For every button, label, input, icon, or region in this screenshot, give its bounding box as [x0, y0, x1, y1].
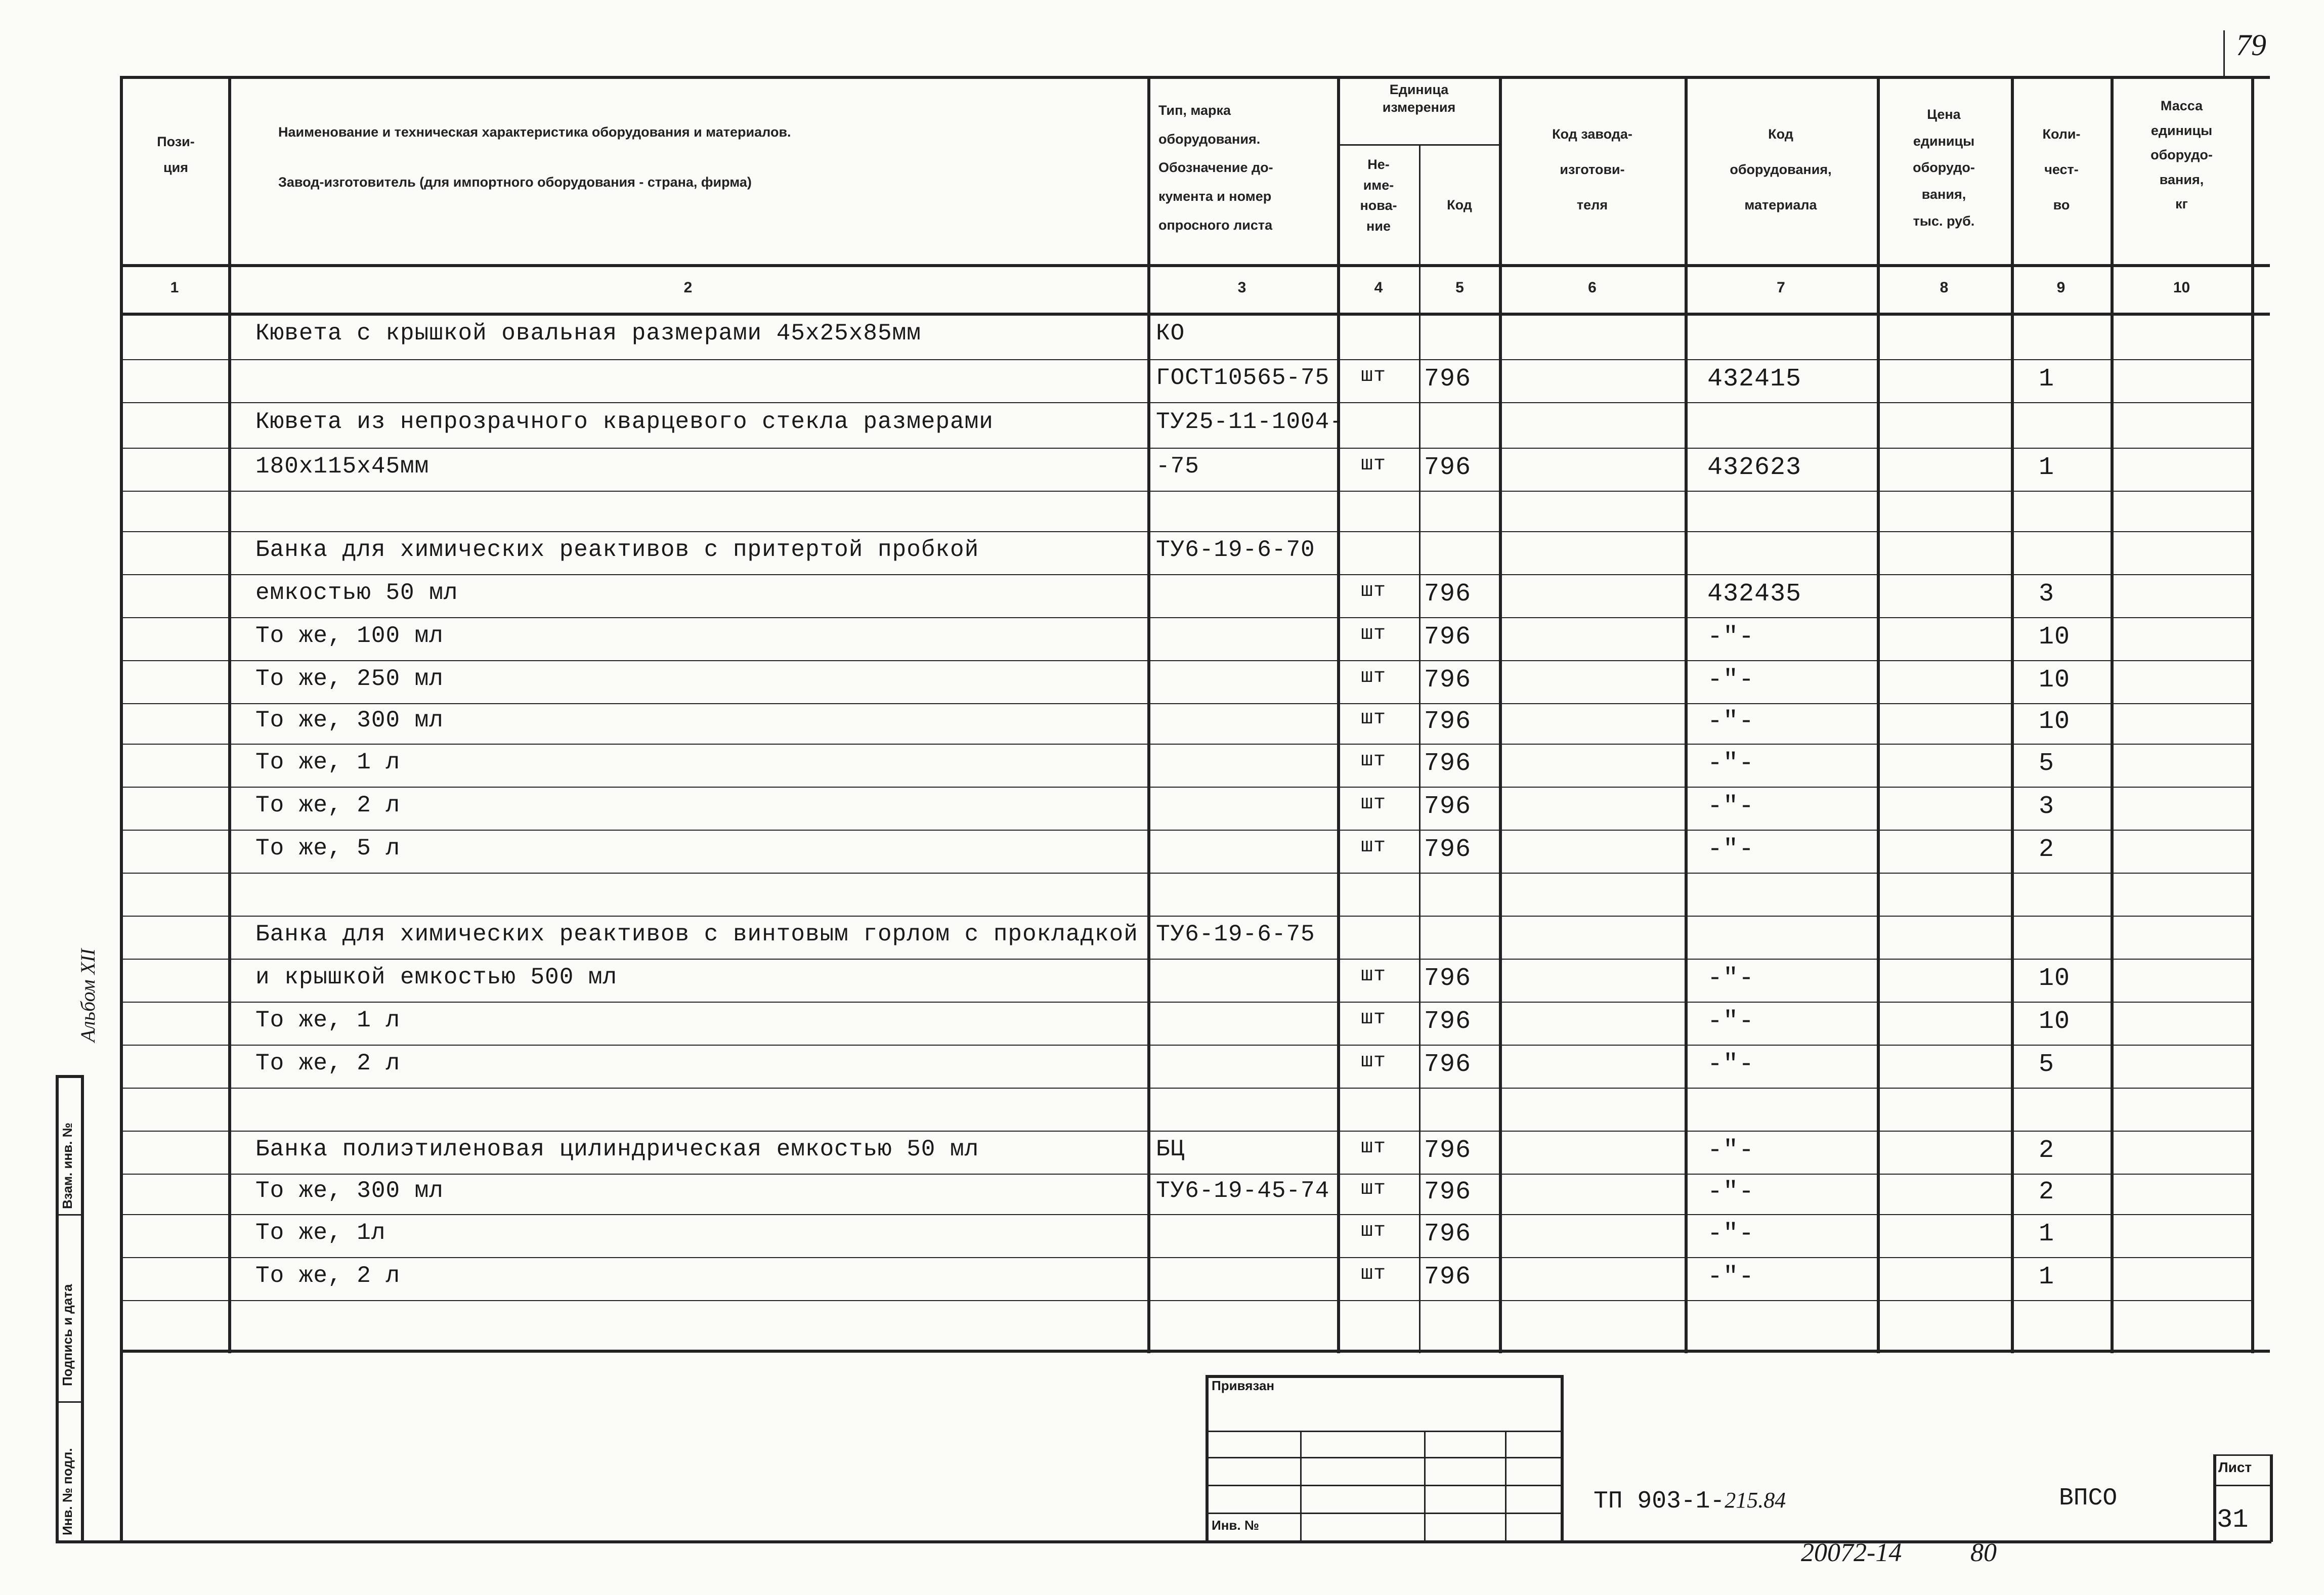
row-material-code: -"-	[1707, 622, 1755, 652]
row-name: То же, 1 л	[255, 1007, 401, 1033]
row-name: Банка полиэтиленовая цилиндрическая емкостью 50 мл	[255, 1136, 979, 1162]
row-quantity: 10	[2039, 964, 2071, 993]
stamp-privyazan: Привязан	[1212, 1378, 1275, 1393]
document-code	[1594, 1487, 1786, 1515]
row-quantity: 2	[2039, 1178, 2055, 1206]
row-unit-code: 796	[1424, 1050, 1472, 1079]
row-divider-pos	[120, 574, 228, 575]
row-quantity: 1	[2039, 1262, 2055, 1291]
sidebar-outer-border	[56, 1075, 59, 1540]
sidebar-divider-2	[56, 1401, 82, 1403]
row-document: КО	[1156, 320, 1185, 347]
sidebar-inner-border	[81, 1075, 84, 1540]
row-document: ТУ6-19-6-75	[1156, 921, 1315, 947]
row-unit-name: шт	[1361, 792, 1387, 815]
row-divider	[228, 448, 2251, 449]
row-unit-name: шт	[1361, 579, 1387, 602]
row-quantity: 5	[2039, 749, 2055, 778]
column-number-2: 2	[683, 279, 693, 296]
row-document: ТУ25-11-1004-	[1156, 409, 1344, 435]
row-unit-code: 796	[1424, 364, 1472, 394]
row-unit-name: шт	[1361, 1136, 1387, 1159]
row-divider	[228, 1300, 2251, 1301]
row-divider	[228, 660, 2251, 661]
row-name: емкостью 50 мл	[255, 579, 458, 606]
row-name: Кювета из непрозрачного кварцевого стекла размерами	[255, 409, 994, 435]
row-quantity: 1	[2039, 1219, 2055, 1248]
row-name: То же, 2 л	[255, 792, 401, 818]
row-name: То же, 300 мл	[255, 1178, 444, 1204]
section-code: ВПСО	[2059, 1485, 2118, 1512]
row-divider	[228, 830, 2251, 831]
row-unit-name: шт	[1361, 1050, 1387, 1073]
sidebar-podpis: Подпись и дата	[60, 1284, 75, 1386]
row-unit-name: шт	[1361, 1262, 1387, 1285]
column-numbers-bottom-line	[120, 313, 2270, 316]
header-position: Пози- ция	[157, 134, 195, 176]
header-bottom-line	[120, 264, 2270, 267]
column-number-10: 10	[2173, 279, 2190, 296]
row-unit-name: шт	[1361, 749, 1387, 772]
row-material-code: -"-	[1707, 1050, 1755, 1079]
row-divider	[228, 1257, 2251, 1258]
row-divider	[228, 916, 2251, 917]
column-number-9: 9	[2056, 279, 2065, 296]
row-divider	[228, 617, 2251, 618]
stamp-line-2	[1206, 1457, 1562, 1458]
header-name-line2: Завод-изготовитель (для импортного оборудования - страна, фирма)	[278, 175, 752, 190]
list-box-left	[2213, 1454, 2216, 1542]
row-divider-pos	[120, 1174, 228, 1175]
row-unit-code: 796	[1424, 964, 1472, 993]
row-unit-code: 796	[1424, 665, 1472, 695]
row-divider-pos	[120, 1131, 228, 1132]
row-quantity: 2	[2039, 835, 2055, 864]
sidebar-inv: Инв. № подл.	[60, 1448, 75, 1535]
row-unit-code: 796	[1424, 1178, 1472, 1206]
header-unit-code: Код	[1447, 197, 1472, 212]
table-bottom-line	[120, 1350, 2270, 1353]
row-quantity: 10	[2039, 707, 2071, 736]
table-left-border	[120, 76, 123, 1361]
row-divider	[228, 873, 2251, 874]
stamp-col-2	[1424, 1431, 1426, 1540]
header-mass: Масса единицы оборудо- вания, кг	[2150, 98, 2213, 212]
header-name-line1: Наименование и техническая характеристика оборудования и материалов.	[278, 124, 791, 140]
row-divider-pos	[120, 660, 228, 661]
row-name: Кювета с крышкой овальная размерами 45х25х85мм	[255, 320, 921, 347]
stamp-left	[1206, 1375, 1209, 1542]
stamp-inv-no: Инв. №	[1212, 1518, 1259, 1533]
row-unit-name: шт	[1361, 964, 1387, 987]
header-material-code: Код оборудования, материала	[1730, 126, 1832, 213]
column-number-5: 5	[1455, 279, 1464, 296]
row-divider-pos	[120, 744, 228, 745]
row-material-code: 432623	[1707, 453, 1802, 482]
row-divider-pos	[120, 1214, 228, 1215]
row-material-code: -"-	[1707, 792, 1755, 821]
row-quantity: 5	[2039, 1050, 2055, 1079]
order-number: 20072-14	[1801, 1538, 1902, 1567]
row-unit-code: 796	[1424, 622, 1472, 652]
row-divider-pos	[120, 916, 228, 917]
page-number-divider	[2223, 30, 2225, 76]
header-unit-name: Не- име- нова- ние	[1360, 157, 1397, 234]
list-box-right	[2270, 1454, 2273, 1542]
row-unit-name: шт	[1361, 364, 1387, 387]
row-quantity: 10	[2039, 622, 2071, 652]
row-name: Банка для химических реактивов с винтовым горлом с прокладкой	[255, 921, 1138, 947]
row-document: ГОСТ10565-75	[1156, 364, 1330, 391]
row-name: и крышкой емкостью 500 мл	[255, 964, 618, 990]
sidebar-bottom-line	[56, 1540, 82, 1543]
row-name: То же, 300 мл	[255, 707, 444, 734]
header-type: Тип, марка оборудования. Обозначение до- кумента и номер опросного листа	[1158, 103, 1273, 233]
page-bottom-line	[81, 1540, 2271, 1543]
row-material-code: -"-	[1707, 665, 1755, 695]
row-material-code: 432435	[1707, 579, 1802, 609]
row-divider	[228, 1088, 2251, 1089]
row-quantity: 3	[2039, 579, 2055, 609]
row-document: ТУ6-19-6-70	[1156, 536, 1315, 563]
col-line-9	[2011, 76, 2014, 1353]
column-number-3: 3	[1237, 279, 1246, 296]
row-quantity: 3	[2039, 792, 2055, 821]
row-unit-code: 796	[1424, 1007, 1472, 1036]
list-box-top	[2213, 1454, 2270, 1456]
row-material-code: -"-	[1707, 1219, 1755, 1248]
row-divider-pos	[120, 402, 228, 403]
table-right-border	[2251, 76, 2254, 1353]
row-unit-name: шт	[1361, 622, 1387, 645]
row-material-code: -"-	[1707, 1262, 1755, 1291]
col-line-8	[1877, 76, 1880, 1353]
header-price: Цена единицы оборудо- вания, тыс. руб.	[1913, 107, 1975, 229]
row-material-code: -"-	[1707, 749, 1755, 778]
row-divider-pos	[120, 1045, 228, 1046]
row-name: То же, 250 мл	[255, 665, 444, 692]
stamp-line-4	[1206, 1513, 1562, 1514]
row-divider-pos	[120, 491, 228, 492]
header-unit: Единица измерения	[1382, 82, 1456, 115]
row-divider	[228, 1214, 2251, 1215]
frame-left-lower	[120, 1350, 123, 1542]
list-number: 31	[2217, 1505, 2249, 1535]
col-line-5	[1419, 144, 1421, 1353]
row-divider-pos	[120, 448, 228, 449]
row-name: То же, 100 мл	[255, 622, 444, 649]
row-unit-code: 796	[1424, 579, 1472, 609]
row-divider	[228, 574, 2251, 575]
header-quantity: Коли- чест- во	[2042, 126, 2081, 213]
page-number: 79	[2236, 28, 2266, 62]
column-number-4: 4	[1374, 279, 1383, 296]
row-quantity: 10	[2039, 665, 2071, 695]
row-divider-pos	[120, 787, 228, 788]
col-line-4	[1337, 76, 1340, 1353]
row-divider-pos	[120, 617, 228, 618]
stamp-col-3	[1505, 1431, 1507, 1540]
row-name: 180х115х45мм	[255, 453, 429, 480]
column-number-8: 8	[1940, 279, 1949, 296]
row-divider-pos	[120, 531, 228, 532]
row-divider-pos	[120, 359, 228, 360]
row-unit-code: 796	[1424, 453, 1472, 482]
stamp-right	[1561, 1375, 1564, 1542]
row-unit-code: 796	[1424, 1219, 1472, 1248]
row-quantity: 2	[2039, 1136, 2055, 1165]
footer-page: 80	[1970, 1538, 1997, 1567]
row-divider-pos	[120, 703, 228, 704]
list-box-divider	[2213, 1485, 2270, 1486]
row-divider-pos	[120, 873, 228, 874]
list-label: Лист	[2218, 1459, 2252, 1475]
row-divider	[228, 1131, 2251, 1132]
stamp-line-3	[1206, 1485, 1562, 1486]
row-unit-name: шт	[1361, 665, 1387, 688]
stamp-col-1	[1300, 1431, 1302, 1540]
row-divider	[228, 491, 2251, 492]
row-divider-pos	[120, 959, 228, 960]
row-divider	[228, 703, 2251, 704]
col-line-10	[2111, 76, 2114, 1353]
row-divider-pos	[120, 1300, 228, 1301]
row-unit-code: 796	[1424, 1136, 1472, 1165]
row-unit-name: шт	[1361, 1219, 1387, 1242]
row-unit-name: шт	[1361, 453, 1387, 476]
row-unit-code: 796	[1424, 1262, 1472, 1291]
sidebar-divider-1	[56, 1214, 82, 1216]
document-code-printed: ТП 903-1-	[1594, 1488, 1725, 1515]
row-divider	[228, 531, 2251, 532]
row-divider	[228, 359, 2251, 360]
column-number-1: 1	[170, 279, 179, 296]
row-divider-pos	[120, 1088, 228, 1089]
row-name: Банка для химических реактивов с притертой пробкой	[255, 536, 979, 563]
col-line-2	[228, 76, 231, 1353]
header-factory-code: Код завода- изготови- теля	[1552, 126, 1632, 213]
col-line-3	[1147, 76, 1150, 1353]
column-number-7: 7	[1777, 279, 1785, 296]
row-name: То же, 2 л	[255, 1050, 401, 1076]
row-material-code: -"-	[1707, 1178, 1755, 1206]
row-material-code: 432415	[1707, 364, 1802, 394]
sidebar-top-line	[56, 1075, 82, 1078]
col-line-6	[1499, 76, 1502, 1353]
row-material-code: -"-	[1707, 707, 1755, 736]
row-divider	[228, 1174, 2251, 1175]
row-document: БЦ	[1156, 1136, 1185, 1162]
row-quantity: 1	[2039, 453, 2055, 482]
row-document: ТУ6-19-45-74	[1156, 1178, 1330, 1204]
row-name: То же, 5 л	[255, 835, 401, 861]
row-divider	[228, 402, 2251, 403]
table-top-border	[120, 76, 2270, 79]
row-quantity: 1	[2039, 364, 2055, 394]
row-material-code: -"-	[1707, 1007, 1755, 1036]
row-divider	[228, 787, 2251, 788]
row-divider	[228, 1045, 2251, 1046]
row-name: То же, 1л	[255, 1219, 386, 1246]
row-unit-name: шт	[1361, 707, 1387, 730]
row-divider-pos	[120, 1002, 228, 1003]
row-material-code: -"-	[1707, 835, 1755, 864]
row-document: -75	[1156, 453, 1199, 480]
row-name: То же, 1 л	[255, 749, 401, 775]
row-unit-name: шт	[1361, 835, 1387, 858]
row-unit-name: шт	[1361, 1178, 1387, 1200]
row-unit-code: 796	[1424, 707, 1472, 736]
row-divider	[228, 959, 2251, 960]
column-number-6: 6	[1588, 279, 1597, 296]
unit-header-divider	[1337, 144, 1499, 146]
row-divider-pos	[120, 1257, 228, 1258]
row-unit-name: шт	[1361, 1007, 1387, 1030]
row-unit-code: 796	[1424, 749, 1472, 778]
row-unit-code: 796	[1424, 792, 1472, 821]
row-name: То же, 2 л	[255, 1262, 401, 1289]
col-line-7	[1685, 76, 1688, 1353]
document-code-handwritten: 215.84	[1725, 1488, 1786, 1513]
row-divider	[228, 1002, 2251, 1003]
row-unit-code: 796	[1424, 835, 1472, 864]
row-quantity: 10	[2039, 1007, 2071, 1036]
sidebar-vzam: Взам. инв. №	[60, 1123, 75, 1209]
row-material-code: -"-	[1707, 964, 1755, 993]
sidebar-album: Альбом XII	[76, 949, 99, 1042]
stamp-line-1	[1206, 1431, 1562, 1432]
row-divider	[228, 744, 2251, 745]
row-divider-pos	[120, 830, 228, 831]
row-material-code: -"-	[1707, 1136, 1755, 1165]
